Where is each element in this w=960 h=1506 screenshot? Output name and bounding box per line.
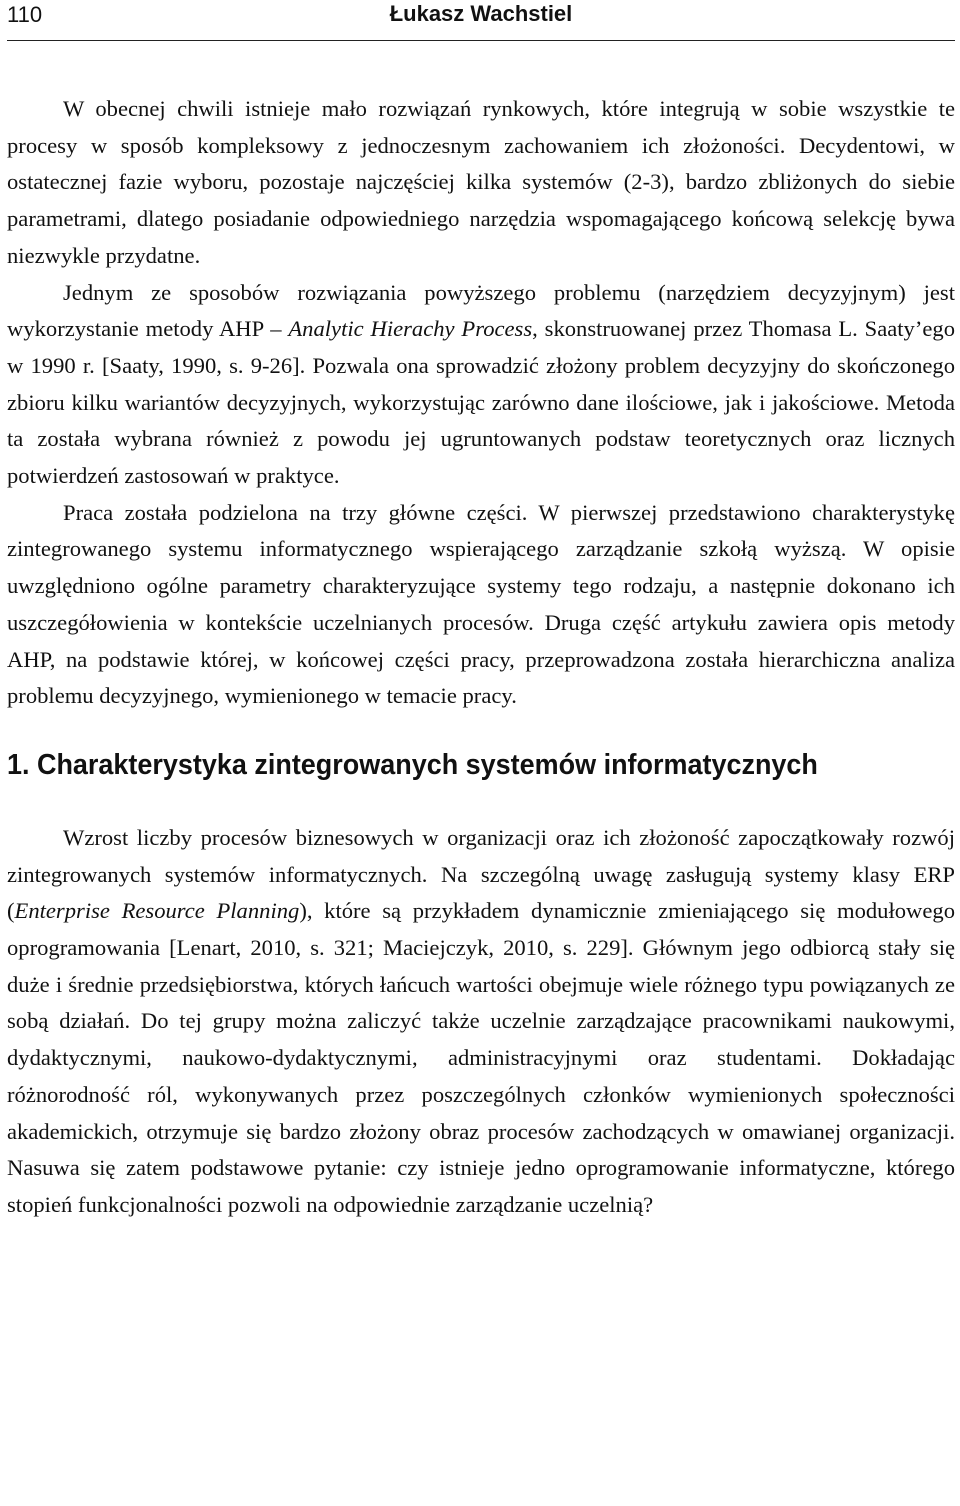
section-text (7, 820, 955, 1224)
intro-paragraph-2-text-a: Jednym ze sposobów rozwiązania powyższego problemu (narzędziem decyzyjnym) jest wykorzystanie metody AHP – (7, 279, 955, 342)
intro-paragraph-1: W obecnej chwili istnieje mało rozwiązań rynkowych, które integrują w sobie wszystkie te procesy w sposób kompleksowy z jednoczesnym zachowaniem ich złożoności. Decydentowi, w ostatecznej fazie wyboru, pozostaje najczęściej kilka systemów (2-3), bardzo zbliżonych do siebie parametrami, dlatego posiadanie odpowiedniego narzędzia wspomagającego końcową selekcję bywa niezwykle przydatne. (7, 96, 955, 268)
section-paragraph-1-text-a: Wzrost liczby procesów biznesowych w organizacji oraz ich złożoność zapoczątkowały rozwój zintegrowanych systemów informatycznych. Na szczególną uwagę zasługują systemy klasy ERP ( (7, 824, 955, 924)
intro-paragraph-3: Praca została podzielona na trzy główne części. W pierwszej przedstawiono charakterystykę zintegrowanego systemu informatycznego wspierającego zarządzanie szkołą wyższą. W opisie uwzględniono ogólne parametry charakteryzujące systemy tego rodzaju, a następnie dokonano ich uszczegółowienia w kontekście uczelnianych procesów. Druga część artykułu zawiera opis metody AHP, na podstawie której, w końcowej części pracy, przeprowadzona została hierarchiczna analiza problemu decyzyjnego, wymienionego w temacie pracy. (7, 499, 955, 709)
page (7, 0, 955, 1506)
ahp-term: Analytic Hierachy Process (288, 316, 533, 342)
section-paragraph-1 (7, 820, 955, 1224)
section-paragraph-1-text-b: ), które są przykładem dynamicznie zmieniającego się modułowego oprogramowania [Lenart, 2010, s. 321; Maciejczyk, 2010, s. 229]. Głównym jego odbiorcą stały się duże i średnie przedsiębiorstwa, których łańcuch wartości obejmuje wiele różnego typu powiązanych ze sobą działań. Do tej grupy można zaliczyć także uczelnie zarządzające pracownikami naukowymi, dydaktycznymi, naukowo-dydaktycznymi, administracyjnymi oraz studentami. Dokładając różnorodność ról, wykonywanych przez poszczególnych członków wymienionych społeczności akademickich, otrzymuje się bardzo złożony obraz procesów zachodzących w omawianej organizacji. Nasuwa się zatem podstawowe pytanie: czy istnieje jedno oprogramowanie informatyczne, którego stopień funkcjonalności pozwoli na odpowiednie zarządzanie uczelnią? (7, 898, 955, 1217)
intro-paragraph-2-text-b: , skonstruowanej przez Thomasa L. Saaty’ego w 1990 r. [Saaty, 1990, s. 9-26]. Pozwala ona sprowadzić złożony problem decyzyjny do skończonego zbioru kilku wariantów decyzyjnych, wykorzystując zarówno dane ilościowe, jak i jakościowe. Metoda ta została wybrana również z powodu jej ugruntowanych podstaw teoretycznych oraz licznych potwierdzeń zastosowań w praktyce. (7, 316, 955, 489)
erp-term: Enterprise Resource Planning (14, 898, 300, 924)
intro-paragraph-2 (7, 275, 955, 495)
intro-text (7, 91, 955, 715)
running-header (7, 0, 955, 41)
running-author: Łukasz Wachstiel (389, 1, 573, 26)
section-heading: 1. Charakterystyka zintegrowanych systemów informatycznych (7, 748, 818, 781)
page-number: 110 (7, 2, 43, 27)
